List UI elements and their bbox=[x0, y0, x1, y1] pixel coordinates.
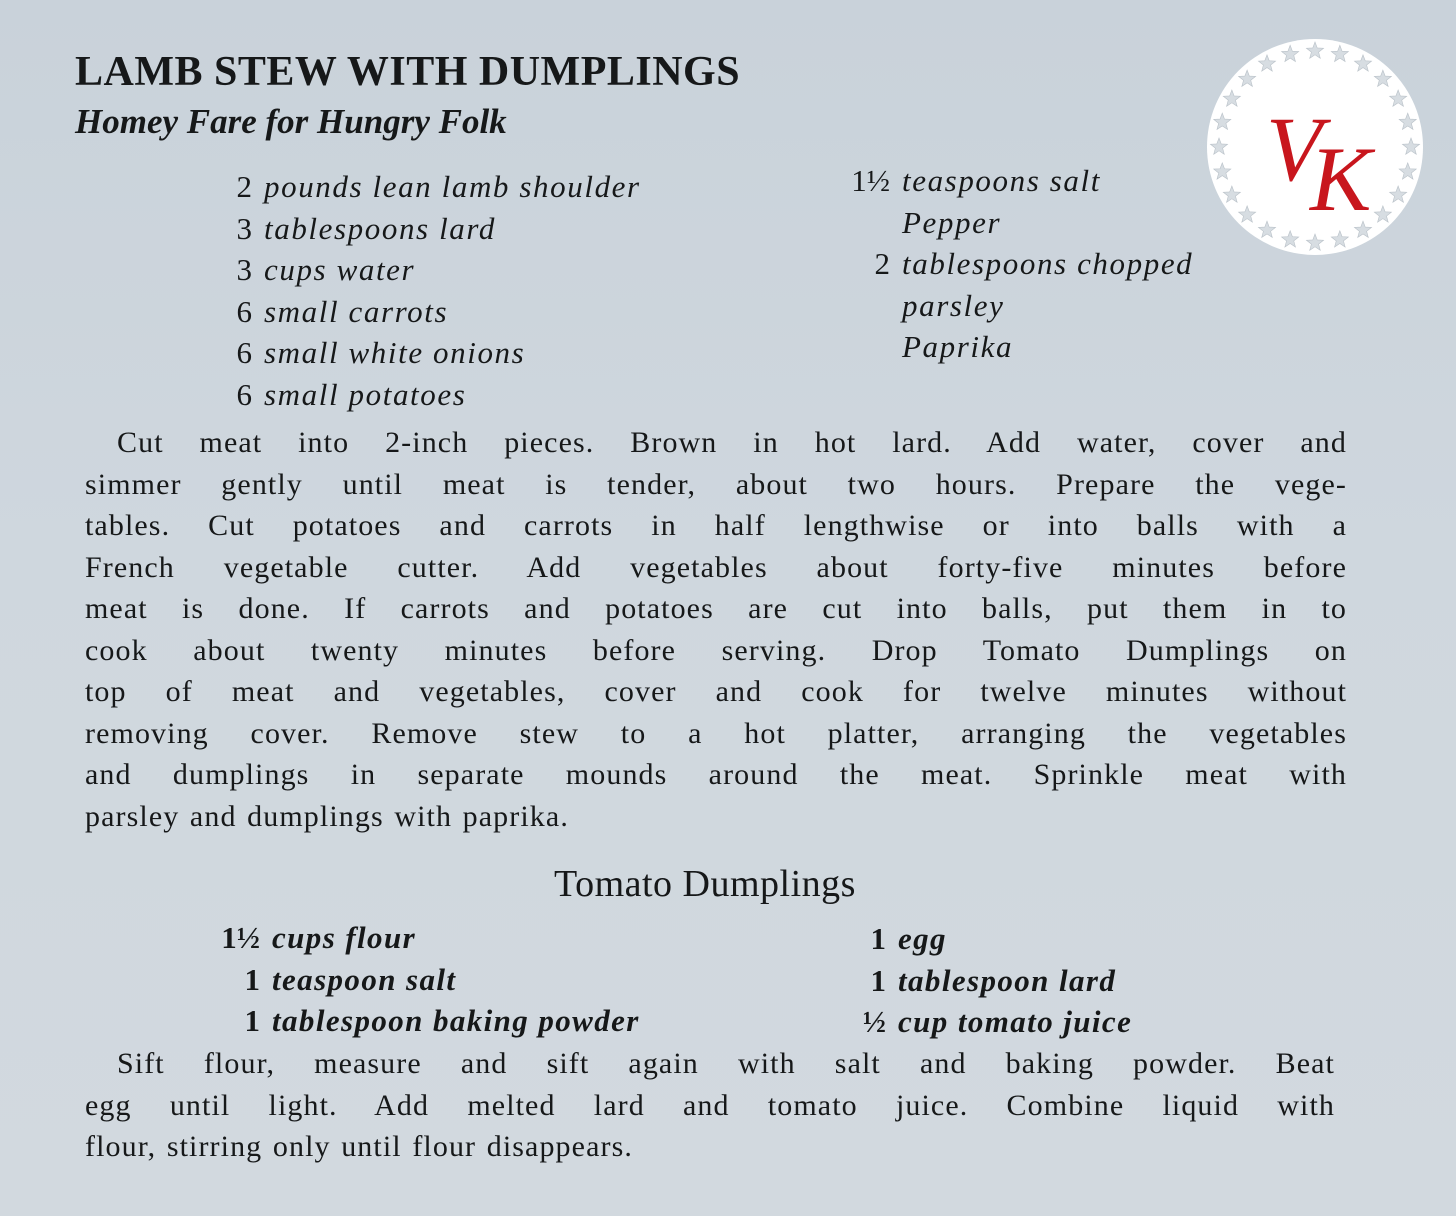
ingredient-qty: 2 bbox=[874, 246, 890, 281]
method-line: meat is done. If carrots and potatoes are cut into balls, put them in to bbox=[85, 592, 1347, 625]
ingredient-text: parsley bbox=[902, 287, 1005, 323]
dumplings-title: Tomato Dumplings bbox=[554, 863, 856, 905]
dumpling-ingredient-list-right bbox=[806, 918, 1132, 1043]
method-line: flour, stirring only until flour disappears. bbox=[85, 1130, 633, 1163]
ingredient-text: tablespoon baking powder bbox=[272, 1003, 640, 1038]
method-line: Sift flour, measure and sift again with salt and baking powder. Beat bbox=[117, 1047, 1335, 1080]
method-line: simmer gently until meat is tender, about two hours. Prepare the vege- bbox=[85, 467, 1347, 501]
ingredient-text: tablespoons lard bbox=[264, 210, 496, 246]
ingredient-item bbox=[190, 332, 641, 374]
ingredient-item bbox=[182, 1000, 640, 1042]
ingredient-text: Paprika bbox=[902, 329, 1014, 364]
ingredient-item bbox=[190, 291, 641, 333]
ingredient-list-right bbox=[808, 160, 1193, 368]
method-line: and dumplings in separate mounds around the meat. Sprinkle meat with bbox=[85, 758, 1347, 791]
ingredient-text: tablespoon lard bbox=[898, 962, 1117, 998]
ingredient-item bbox=[808, 326, 1193, 368]
ingredient-text: small carrots bbox=[264, 293, 449, 329]
ingredient-item bbox=[190, 249, 641, 291]
ingredient-item bbox=[808, 202, 1193, 244]
ingredient-text: tablespoons chopped bbox=[902, 246, 1194, 281]
ingredient-text: teaspoons salt bbox=[902, 163, 1101, 198]
method-line: Cut meat into 2-inch pieces. Brown in hot lard. Add water, cover and bbox=[117, 426, 1347, 459]
ingredient-qty: 3 bbox=[236, 252, 252, 287]
ingredient-item bbox=[806, 918, 1132, 960]
method-line: removing cover. Remove stew to a hot platter, arranging the vegetables bbox=[85, 716, 1347, 750]
method-line: egg until light. Add melted lard and tomato juice. Combine liquid with bbox=[85, 1088, 1335, 1122]
method-line: cook about twenty minutes before serving. Drop Tomato Dumplings on bbox=[85, 633, 1347, 667]
ingredient-qty: 3 bbox=[236, 210, 252, 246]
ingredient-text: small white onions bbox=[264, 335, 526, 370]
ingredient-qty: 6 bbox=[236, 335, 252, 370]
ingredient-qty: 1 bbox=[870, 921, 886, 956]
ingredient-text: small potatoes bbox=[264, 376, 467, 412]
logo-letter-k: K bbox=[1310, 128, 1372, 230]
recipe-subtitle: Homey Fare for Hungry Folk bbox=[75, 102, 507, 141]
ingredient-item bbox=[808, 160, 1193, 202]
ingredient-item bbox=[806, 960, 1132, 1002]
ingredient-text: egg bbox=[898, 921, 947, 956]
ingredient-item bbox=[182, 917, 640, 959]
ingredient-item bbox=[182, 959, 640, 1001]
ingredient-qty: 1½ bbox=[221, 920, 260, 955]
ingredient-qty: 2 bbox=[236, 169, 252, 204]
ingredient-item bbox=[806, 1001, 1132, 1043]
ingredient-qty: 1 bbox=[244, 961, 260, 997]
ingredient-item bbox=[808, 285, 1193, 327]
ingredient-text: cups flour bbox=[272, 920, 417, 955]
ingredient-text: teaspoon salt bbox=[272, 961, 457, 997]
ingredient-list-left bbox=[190, 166, 641, 415]
ingredient-item bbox=[190, 374, 641, 416]
ingredient-item bbox=[808, 243, 1193, 285]
dumplings-method bbox=[85, 1043, 1335, 1168]
method-line: parsley and dumplings with paprika. bbox=[85, 799, 569, 833]
ingredient-qty: 1 bbox=[870, 962, 886, 998]
ingredient-text: cups water bbox=[264, 252, 416, 287]
ingredient-qty: 1 bbox=[244, 1003, 260, 1038]
method-line: tables. Cut potatoes and carrots in half lengthwise or into balls with a bbox=[85, 509, 1347, 542]
recipe-title: LAMB STEW WITH DUMPLINGS bbox=[75, 49, 741, 95]
logo-letter-v: V bbox=[1266, 98, 1323, 200]
ingredient-qty: 6 bbox=[236, 376, 252, 412]
method-line: top of meat and vegetables, cover and cook for twelve minutes without bbox=[85, 675, 1347, 708]
ingredient-qty: 6 bbox=[236, 293, 252, 329]
dumpling-ingredient-list-left bbox=[182, 917, 640, 1042]
ingredient-text: Pepper bbox=[902, 204, 1002, 240]
ingredient-qty: 1½ bbox=[851, 163, 890, 198]
ingredient-text: pounds lean lamb shoulder bbox=[264, 169, 641, 204]
ingredient-item bbox=[190, 208, 641, 250]
ingredient-text: cup tomato juice bbox=[898, 1004, 1133, 1039]
vk-watermark-logo bbox=[1206, 38, 1424, 256]
recipe-method bbox=[85, 422, 1347, 837]
method-line: French vegetable cutter. Add vegetables about forty-five minutes before bbox=[85, 550, 1347, 584]
ingredient-item bbox=[190, 166, 641, 208]
ingredient-qty: ½ bbox=[862, 1004, 886, 1039]
